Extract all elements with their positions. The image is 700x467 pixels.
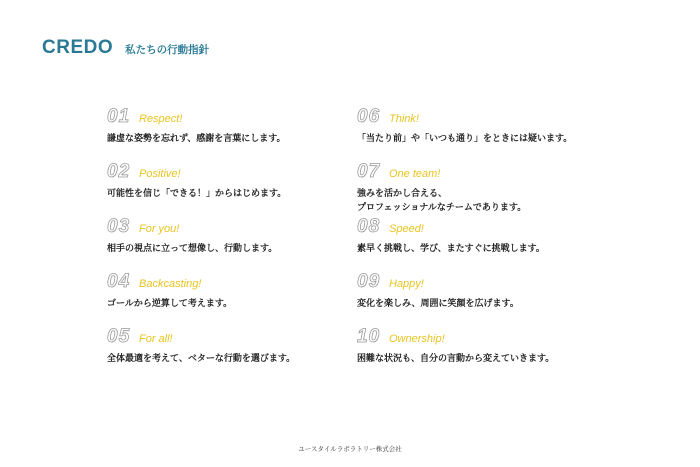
credo-label: Ownership! xyxy=(389,333,445,345)
credo-description: 全体最適を考えて、ベターな行動を選びます。 xyxy=(107,354,296,364)
credo-number: 01 xyxy=(107,106,131,127)
credo-item-07 xyxy=(357,161,597,216)
credo-label: For all! xyxy=(139,333,173,345)
credo-number: 03 xyxy=(107,216,131,237)
credo-label: One team! xyxy=(389,168,441,180)
credo-number: 02 xyxy=(107,161,131,182)
credo-number: 10 xyxy=(357,326,381,347)
credo-description: 可能性を信じ「できる！」からはじめます。 xyxy=(107,189,287,199)
credo-description: 困難な状況も、自分の言動から変えていきます。 xyxy=(357,354,555,364)
page-subtitle: 私たちの行動指針 xyxy=(125,44,210,56)
credo-description: 素早く挑戦し、学び、またすぐに挑戦します。 xyxy=(357,244,545,254)
credo-description: 強みを活かし合える、 プロフェッショナルなチームであります。 xyxy=(357,189,527,213)
credo-item-06 xyxy=(357,106,597,161)
credo-item-05 xyxy=(107,326,347,381)
credo-number: 04 xyxy=(107,271,131,292)
credo-description: ゴールから逆算して考えます。 xyxy=(107,299,233,309)
credo-number: 07 xyxy=(357,161,381,182)
credo-column-right xyxy=(357,106,597,381)
credo-description: 「当たり前」や「いつも通り」をときには疑います。 xyxy=(357,134,573,144)
credo-description: 変化を楽しみ、周囲に笑顔を広げます。 xyxy=(357,299,519,309)
credo-label: Happy! xyxy=(389,278,424,290)
credo-label: Respect! xyxy=(139,113,183,125)
credo-column-left xyxy=(107,106,347,381)
credo-label: Think! xyxy=(389,113,419,125)
credo-item-04 xyxy=(107,271,347,326)
credo-description: 謙虚な姿勢を忘れず、感謝を言葉にします。 xyxy=(107,134,286,144)
credo-item-09 xyxy=(357,271,597,326)
credo-number: 05 xyxy=(107,326,131,347)
page-title: CREDO xyxy=(42,37,114,58)
credo-item-10 xyxy=(357,326,597,381)
credo-description: 相手の視点に立って想像し、行動します。 xyxy=(107,244,278,254)
page-header xyxy=(42,37,209,59)
credo-item-08 xyxy=(357,216,597,271)
credo-item-02 xyxy=(107,161,347,216)
credo-label: Speed! xyxy=(389,223,424,235)
credo-number: 06 xyxy=(357,106,381,127)
footer-company: ユースタイルラボラトリー株式会社 xyxy=(298,445,402,453)
credo-number: 08 xyxy=(357,216,381,237)
credo-item-01 xyxy=(107,106,347,161)
credo-number: 09 xyxy=(357,271,381,292)
credo-label: Backcasting! xyxy=(139,278,202,290)
credo-label: For you! xyxy=(139,223,180,235)
credo-label: Positive! xyxy=(139,168,181,180)
credo-item-03 xyxy=(107,216,347,271)
